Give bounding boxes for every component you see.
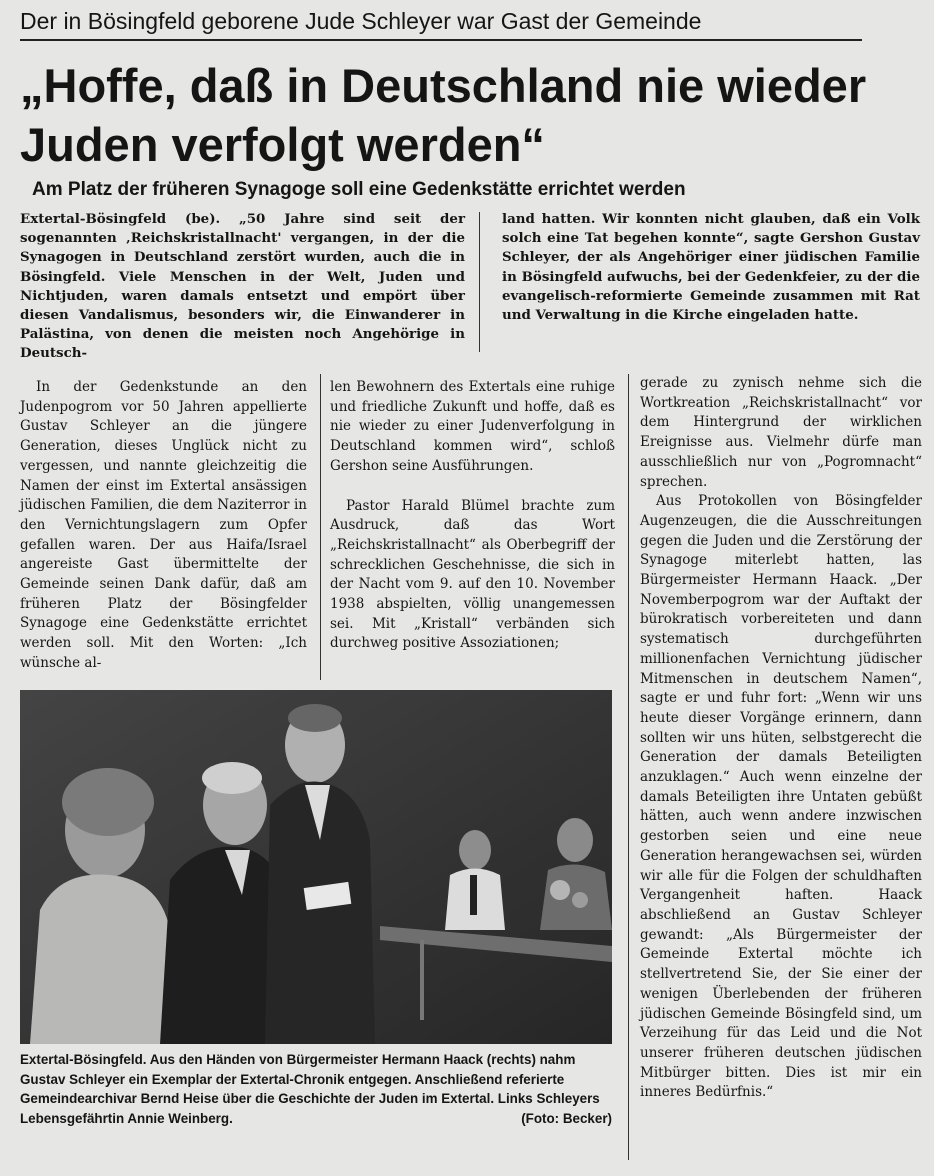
body-column-1	[20, 378, 307, 674]
photo-credit: (Foto: Becker)	[521, 1110, 612, 1126]
kicker-line: Der in Bösingfeld geborene Jude Schleyer war Gast der Gemeinde	[20, 6, 862, 41]
subheadline: Am Platz der früheren Synagoge soll eine Gedenkstätte errichtet werden	[32, 179, 686, 200]
body-paragraph: gerade zu zynisch nehme sich die Wortkreation „Reichskristallnacht“ vor dem Hintergrund der wirklichen Ereignisse aus. Vielmehr dürfe man ausschließlich nur von „Pogromnacht“ sprechen.	[640, 375, 922, 490]
column-divider	[479, 212, 480, 352]
photo-illustration	[20, 690, 612, 1044]
column-divider	[320, 374, 321, 680]
headline: „Hoffe, daß in Deutschland nie wieder Juden verfolgt werden“	[20, 59, 867, 171]
body-paragraph: len Bewohnern des Extertals eine ruhige und friedliche Zukunft und hoffe, daß es nie wieder zu einer Judenverfolgung in Deutschland kommen wird“, schloß Gershon seine Ausführungen.	[330, 379, 615, 474]
column-divider	[628, 374, 629, 1160]
body-paragraph: Aus Protokollen von Bösingfelder Augenzeugen, die die Ausschreitungen gegen die Juden und die Zerstörung der Synagoge miterlebt hatten, las Bürgermeister Hermann Haack. „Der Novemberpogrom war der Auftakt der bürokratisch vorbereiteten und dann systematisch durchgeführten millionenfachen Vernichtung jüdischer Mitmenschen in deutschem Namen“, sagte er und fuhr fort: „Wenn wir uns heute dieser Vorgänge erinnern, dann sollten wir uns hüten, selbstgerecht die Generation der damals Beteiligten anzuklagen.“ Auch wenn einzelne der damals Beteiligten ihre Untaten gebüßt hätten, auch wenn andere inzwischen gestorben seien und eine neue Generation herangewachsen sei, würden wir alle für die Folgen der schuldhaften Vergangenheit haften. Haack abschließend an Gustav Schleyer gewandt: „Als Bürgermeister der Gemeinde Extertal möchte ich stellvertretend Sie, der Sie einer der wenigen Überlebenden der früheren jüdischen Gemeinde Bösingfeld sind, um Verzeihung für das Leid und die Not unserer früheren deutschen jüdischen Mitbürger bitten. Dies ist mir ein inneres Bedürfnis.“	[640, 493, 922, 1101]
news-photo	[20, 690, 612, 1044]
body-column-3	[640, 374, 922, 1103]
body-paragraph: Pastor Harald Blümel brachte zum Ausdruck, daß das Wort „Reichskristallnacht“ als Oberbegriff der schrecklichen Geschehnisse, die sich in der Nacht vom 9. auf den 10. November 1938 abspielten, völlig unangemessen sei. Mit „Kristall“ verbänden sich durchweg positive Assoziationen;	[330, 497, 615, 652]
body-column-2	[330, 378, 615, 654]
lead-paragraph-part-1: Extertal-Bösingfeld (be). „50 Jahre sind seit der sogenannten ‚Reichskristallnacht' vergangen, in der die Synagogen in Deutschland zerstört wurden, auch die in Bösingfeld. Viele Menschen in der Welt, Juden und Nichtjuden, waren damals entsetzt und empört über diesen Vandalismus, besonders wir, die Einwanderer in Palästina, von denen die meisten noch Angehörige in Deutsch-	[20, 211, 465, 362]
lead-paragraph-part-2: land hatten. Wir konnten nicht glauben, daß ein Volk solch eine Tat begehen konnte“, sagte Gershon Gustav Schleyer, der als Angehöriger einer jüdischen Familie in Bösingfeld aufwuchs, bei der Gedenkfeier, zu der die evangelisch-reformierte Gemeinde zusammen mit Rat und Verwaltung in die Kirche eingeladen hatte.	[502, 211, 920, 324]
caption-text: Extertal-Bösingfeld. Aus den Händen von Bürgermeister Hermann Haack (rechts) nahm Gustav Schleyer ein Exemplar der Extertal-Chronik entgegen. Anschließend referierte Gemeindearchivar Bernd Heise über die Geschichte der Juden im Extertal. Links Schleyers Lebensgefährtin Annie Weinberg.	[20, 1052, 600, 1126]
photo-caption	[20, 1050, 612, 1128]
body-paragraph: In der Gedenkstunde an den Judenpogrom vor 50 Jahren appellierte Gustav Schleyer an die jüngere Generation, dieses Unglück nicht zu vergessen, und nannte gleichzeitig die Namen der einst im Extertal ansässigen jüdischen Familien, die dem Naziterror in den Vernichtungslagern zum Opfer gefallen waren. Der aus Haifa/Israel angereiste Gast übermittelte der Gemeinde seinen Dank dafür, daß am früheren Platz der Bösingfelder Synagoge eine Gedenkstätte errichtet werden soll. Mit den Worten: „Ich wünsche al-	[20, 379, 307, 671]
